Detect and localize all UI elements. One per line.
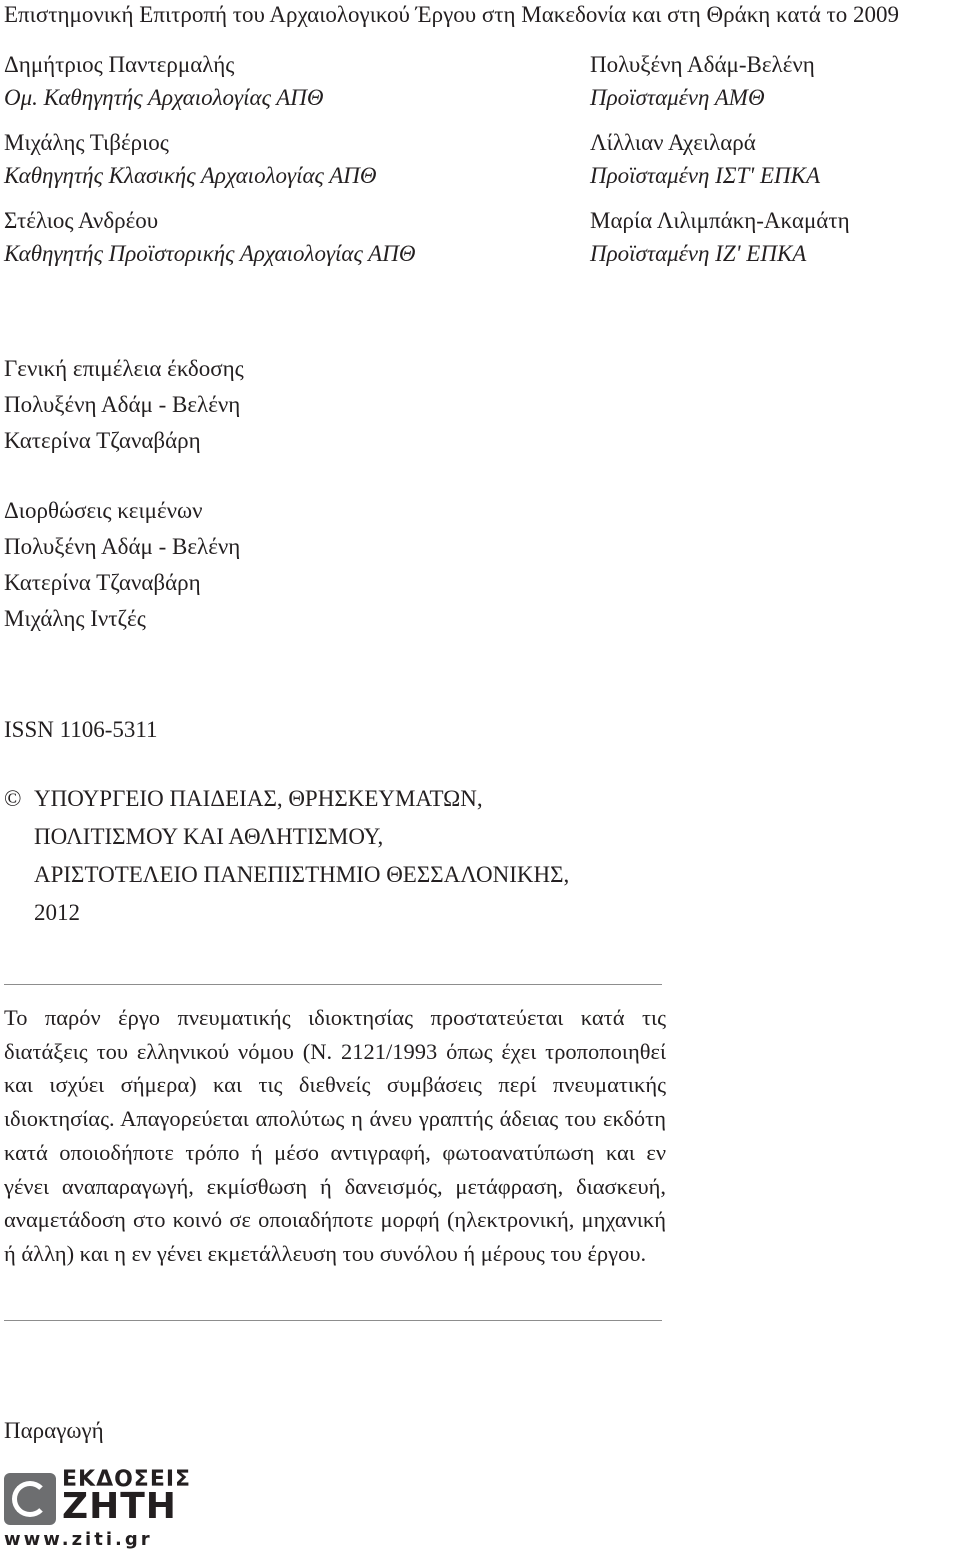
publisher-logo: [4, 1467, 192, 1552]
divider-bottom: [4, 1320, 662, 1321]
member-role: Προϊσταμένη ΑΜΘ: [590, 85, 765, 110]
member-role: Καθηγητής Προϊστορικής Αρχαιολογίας ΑΠΘ: [4, 241, 416, 266]
committee-member: [4, 129, 415, 195]
legal-notice: Το παρόν έργο πνευματικής ιδιοκτησίας προστατεύεται κατά τις διατάξεις του ελληνικού νόμου (Ν. 2121/1993 όπως έχει τροποποιηθεί και ισχύει σήμερα) και τις διεθνείς συμβάσεις περί πνευματικής ιδιοκτησίας. Απαγορεύεται απολύτως η άνευ γραπτής άδειας του εκδότη κατά οποιοδήποτε τρόπο ή μέσο αντιγραφή, φωτοανατύπωση και εν γένει αναπαραγωγή, εκμίσθωση ή δανεισμός, μετάφραση, διασκευή, αναμετάδοση στο κοινό σε οποιαδήποτε μορφή (ηλεκτρονική, μηχανική ή άλλη) και η εν γένει εκμετάλλευση του συνόλου ή μέρους του έργου.: [4, 1005, 666, 1266]
corrector-name: Μιχάλης Ιντζές: [4, 606, 146, 631]
committee-right-column: [590, 51, 850, 285]
member-name: Στέλιος Ανδρέου: [4, 208, 159, 233]
committee-member: [590, 129, 850, 195]
publisher-website: www.ziti.gr: [4, 1529, 153, 1550]
member-name: Μιχάλης Τιβέριος: [4, 130, 169, 155]
committee-left-column: [4, 51, 415, 285]
committee-member: [4, 207, 415, 273]
copyright-symbol: ©: [4, 786, 22, 811]
publisher-logo-main-text: ΖΗΤΗ: [62, 1486, 177, 1527]
publisher-logo-top-text: ΕΚΔΟΣΕΙΣ: [62, 1467, 192, 1492]
committee-member: [590, 207, 850, 273]
page-header-title: Επιστημονική Επιτροπή του Αρχαιολογικού Έργου στη Μακεδονία και στη Θράκη κατά το 2009: [4, 2, 900, 27]
committee-member: [4, 51, 415, 117]
committee-member: [590, 51, 850, 117]
editorial-heading: Γενική επιμέλεια έκδοσης: [4, 356, 244, 381]
member-name: Λίλλιαν Αχειλαρά: [590, 130, 756, 155]
production-label: Παραγωγή: [4, 1418, 104, 1443]
editor-name: Πολυξένη Αδάμ - Βελένη: [4, 392, 241, 417]
corrector-name: Πολυξένη Αδάμ - Βελένη: [4, 534, 241, 559]
publisher-logo-mark-icon: [4, 1473, 56, 1525]
copyright-year: 2012: [34, 900, 80, 925]
corrections-section: [4, 497, 240, 641]
issn-number: ISSN 1106-5311: [4, 717, 158, 742]
member-role: Προϊσταμένη ΙΣΤ' ΕΠΚΑ: [590, 163, 820, 188]
divider-top: [4, 984, 662, 985]
copyright-line: ΑΡΙΣΤΟΤΕΛΕΙΟ ΠΑΝΕΠΙΣΤΗΜΙΟ ΘΕΣΣΑΛΟΝΙΚΗΣ,: [34, 862, 570, 887]
member-role: Καθηγητής Κλασικής Αρχαιολογίας ΑΠΘ: [4, 163, 377, 188]
copyright-line: ΠΟΛΙΤΙΣΜΟΥ ΚΑΙ ΑΘΛΗΤΙΣΜΟΥ,: [34, 824, 384, 849]
member-role: Προϊσταμένη ΙΖ' ΕΠΚΑ: [590, 241, 807, 266]
corrector-name: Κατερίνα Τζαναβάρη: [4, 570, 201, 595]
member-name: Δημήτριος Παντερμαλής: [4, 52, 235, 77]
corrections-heading: Διορθώσεις κειμένων: [4, 498, 203, 523]
copyright-block: [4, 785, 569, 937]
editor-name: Κατερίνα Τζαναβάρη: [4, 428, 201, 453]
copyright-line: ΥΠΟΥΡΓΕΙΟ ΠΑΙΔΕΙΑΣ, ΘΡΗΣΚΕΥΜΑΤΩΝ,: [34, 786, 483, 811]
member-role: Ομ. Καθηγητής Αρχαιολογίας ΑΠΘ: [4, 85, 324, 110]
member-name: Πολυξένη Αδάμ-Βελένη: [590, 52, 815, 77]
member-name: Μαρία Λιλιμπάκη-Ακαμάτη: [590, 208, 850, 233]
editorial-section: [4, 355, 244, 463]
